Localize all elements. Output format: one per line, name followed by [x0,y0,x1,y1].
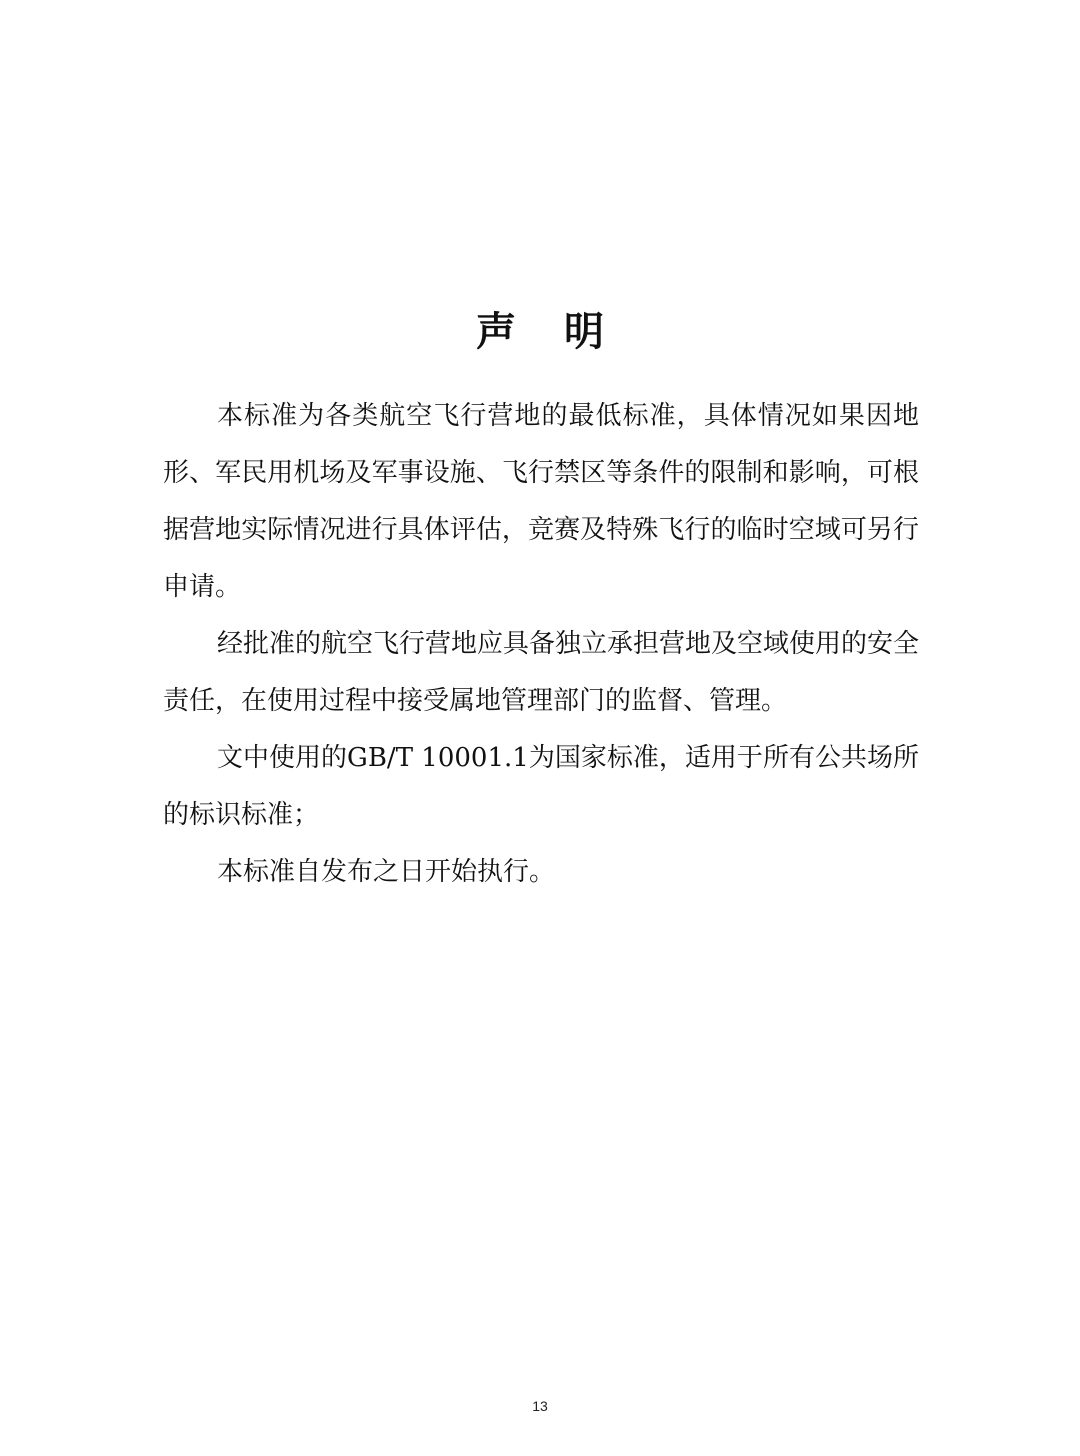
title-char-2: 明 [564,308,604,355]
title-char-1: 声 [476,308,516,355]
paragraph-effective-date: 本标准自发布之日开始执行。 [217,857,556,887]
paragraph-responsibility: 经批准的航空飞行营地应具备独立承担营地及空域使用的安全责任，在使用过程中接受属地管理部门的监督、管理。 [163,629,920,716]
page-title [0,300,1080,357]
paragraph-scope: 本标准为各类航空飞行营地的最低标准，具体情况如果因地形、军民用机场及军事设施、飞行禁区等条件的限制和影响，可根据营地实际情况进行具体评估，竞赛及特殊飞行的临时空域可另行申请。 [163,401,919,602]
statement-body [163,388,919,901]
paragraph-standard-reference: 文中使用的GB/T 10001.1为国家标准，适用于所有公共场所的标识标准； [163,743,919,830]
page-number: 13 [532,1398,548,1414]
